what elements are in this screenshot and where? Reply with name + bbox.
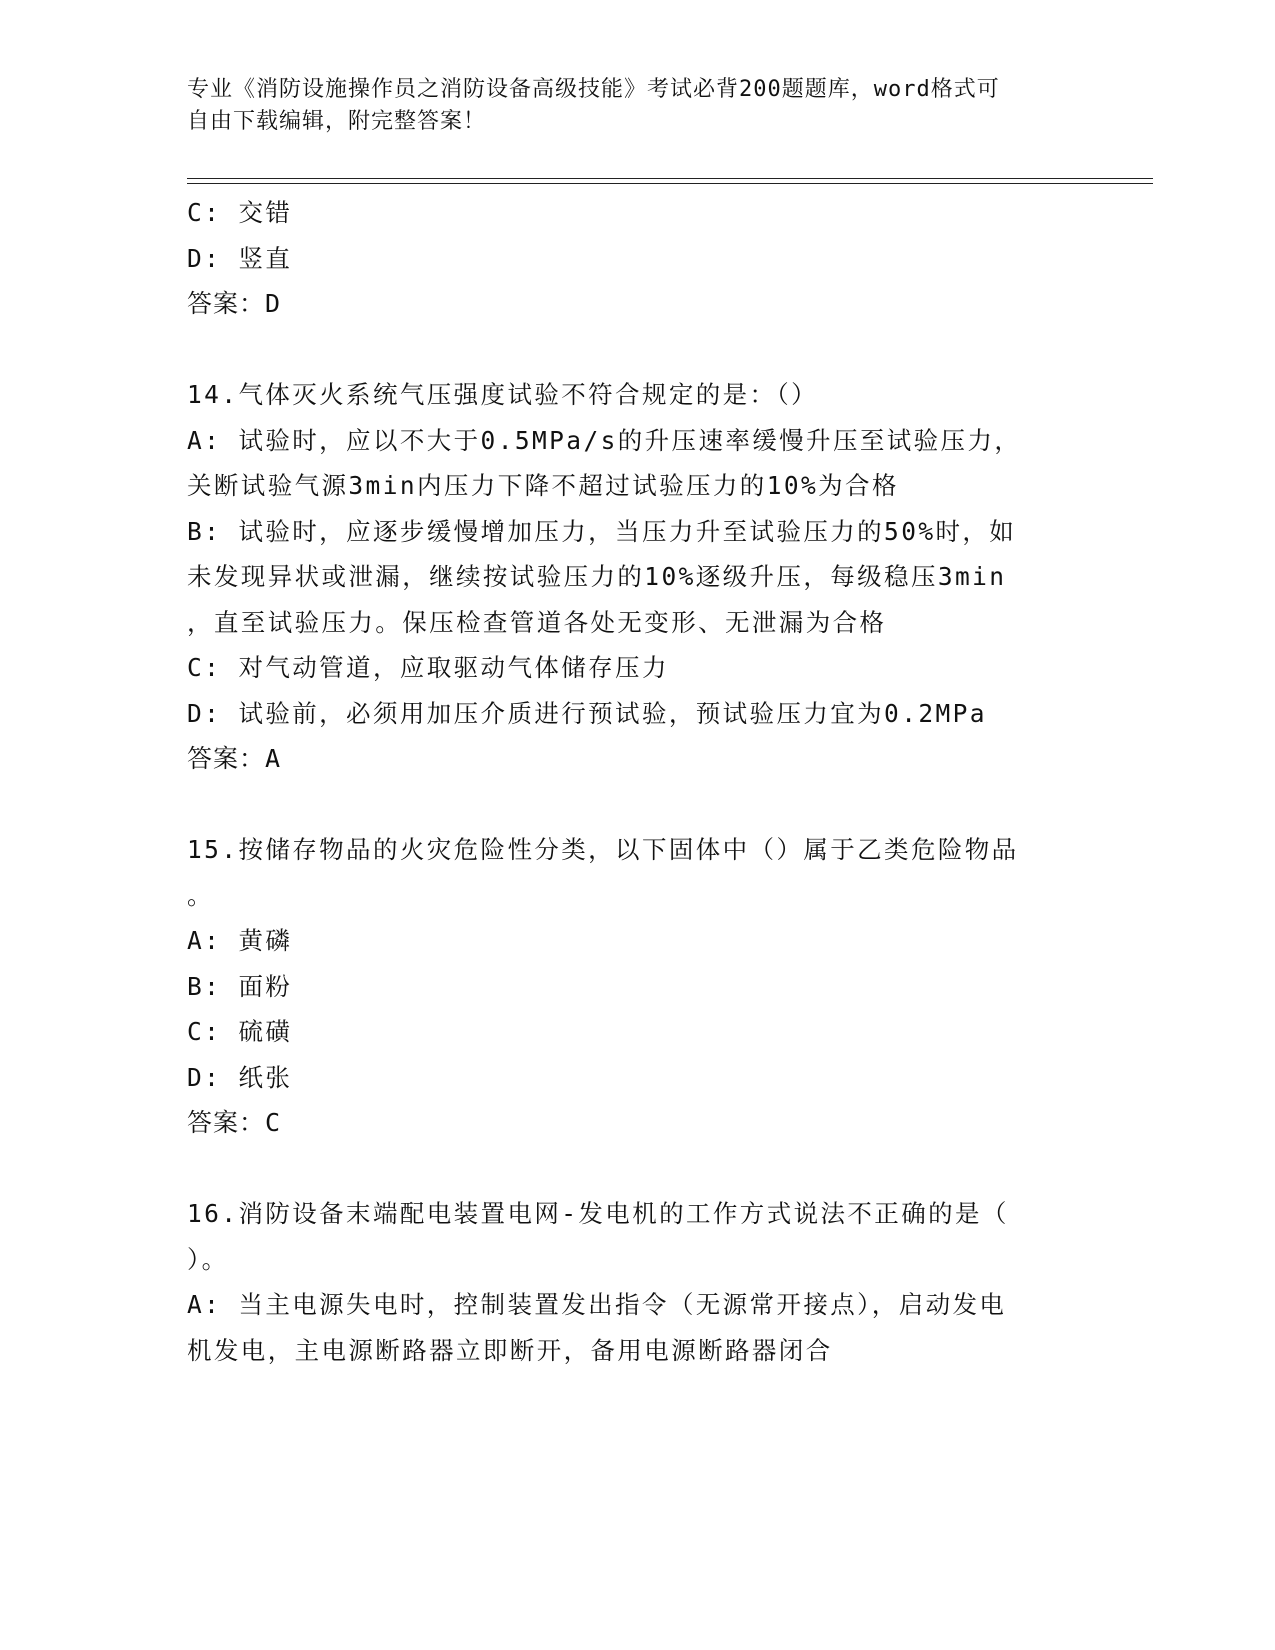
answer-value: C [265, 1108, 282, 1137]
option-b: B: 试验时，应逐步缓慢增加压力，当压力升至试验压力的50%时，如 [187, 516, 1017, 546]
option-c: C: 硫磺 [187, 1017, 293, 1046]
answer-line [187, 736, 1087, 782]
header-rule-top [187, 178, 1153, 179]
option-c: C: 对气动管道，应取驱动气体储存压力 [187, 653, 669, 682]
spacer [187, 782, 1087, 828]
option-b: B: 面粉 [187, 971, 293, 1001]
question-stem-continued: ）。 [187, 1244, 229, 1274]
answer-value: D [265, 289, 282, 318]
answer-line [187, 281, 1087, 327]
question-stem: 16.消防设备末端配电装置电网-发电机的工作方式说法不正确的是（ [187, 1199, 1009, 1228]
option-d: D: 纸张 [187, 1062, 293, 1092]
option-a-continued: 关断试验气源3min内压力下降不超过试验压力的10%为合格 [187, 471, 899, 500]
option-c: C: 交错 [187, 198, 293, 227]
answer-label: 答案： [187, 289, 266, 318]
page-header [187, 74, 1087, 138]
header-line-2: 自由下载编辑，附完整答案！ [187, 109, 487, 134]
answer-label: 答案： [187, 1108, 266, 1137]
question-13-block [187, 190, 1087, 327]
option-d: D: 试验前，必须用加压介质进行预试验，预试验压力宜为0.2MPa [187, 698, 987, 728]
header-line-1: 专业《消防设施操作员之消防设备高级技能》考试必背200题题库，word格式可 [187, 77, 1000, 102]
option-d: D: 竖直 [187, 243, 293, 273]
answer-line [187, 1100, 1087, 1146]
option-a: A: 黄磷 [187, 926, 293, 955]
option-b-continued: 未发现异状或泄漏，继续按试验压力的10%逐级升压，每级稳压3min [187, 562, 1007, 591]
document-body [187, 190, 1087, 1373]
spacer [187, 327, 1087, 373]
question-15-block [187, 827, 1087, 1146]
answer-value: A [265, 744, 282, 773]
question-stem-continued: 。 [187, 880, 214, 910]
header-rule-bottom [187, 183, 1153, 184]
option-b-continued: ，直至试验压力。保压检查管道各处无变形、无泄漏为合格 [187, 607, 887, 637]
option-a-continued: 机发电，主电源断路器立即断开，备用电源断路器闭合 [187, 1335, 833, 1365]
option-a: A: 试验时，应以不大于0.5MPa/s的升压速率缓慢升压至试验压力， [187, 425, 1022, 455]
question-stem: 15.按储存物品的火灾危险性分类，以下固体中（）属于乙类危险物品 [187, 835, 1019, 864]
question-16-block [187, 1191, 1087, 1373]
answer-label: 答案： [187, 744, 266, 773]
option-a: A: 当主电源失电时，控制装置发出指令（无源常开接点），启动发电 [187, 1290, 1007, 1319]
spacer [187, 1146, 1087, 1192]
question-14-block [187, 372, 1087, 782]
question-stem: 14.气体灭火系统气压强度试验不符合规定的是：（） [187, 380, 818, 409]
